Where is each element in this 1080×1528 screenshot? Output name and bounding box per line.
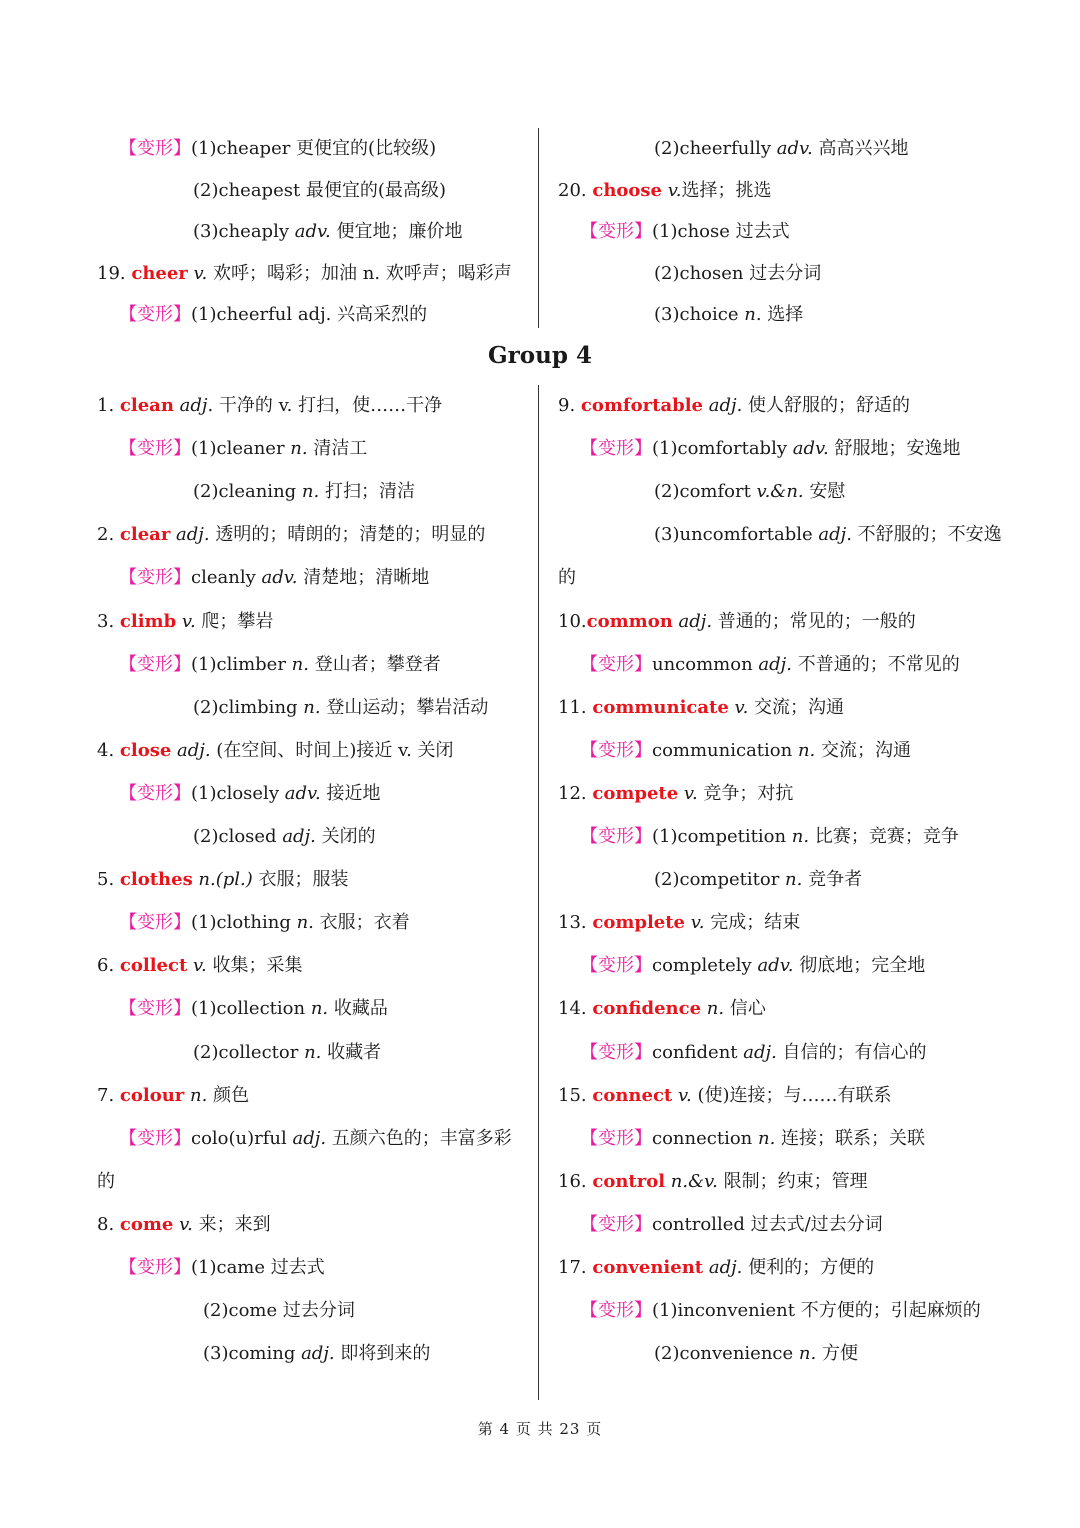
variant-tag: 【变形】: [119, 304, 191, 325]
definition-text: 欢呼；喝彩；加油 n. 欢呼声；喝彩声: [207, 262, 512, 284]
part-of-speech: adj.: [818, 524, 852, 546]
part-of-speech: v.: [187, 262, 208, 284]
entry-headword-line: [97, 954, 303, 978]
entry-form-line: [654, 303, 803, 327]
form-word: (3)cheaply: [193, 221, 295, 242]
definition-text: 普通的；常见的；一般的: [712, 610, 916, 632]
part-of-speech: adj.: [703, 1257, 743, 1278]
definition-text: 干净的 v. 打扫，使……干净: [213, 395, 443, 416]
entry-headword-line: [558, 1256, 874, 1280]
part-of-speech: n.(pl.): [192, 869, 253, 891]
definition-text: controlled 过去式/过去分词: [652, 1213, 883, 1235]
page-footer: 第 4 页 共 23 页: [477, 1420, 603, 1438]
entry-form-line: [193, 220, 462, 244]
form-word: (2)cleaning: [193, 481, 302, 503]
entry-number: 12.: [558, 782, 593, 804]
part-of-speech: adj.: [301, 1343, 335, 1365]
entry-form-line: [558, 566, 576, 590]
form-word: (1)comfortably: [652, 438, 793, 460]
entry-form-line: [654, 1342, 858, 1366]
variant-tag: 【变形】: [580, 1041, 652, 1063]
entry-number: 13.: [558, 912, 593, 934]
form-word: (3)choice: [654, 304, 745, 325]
entry-form-line: [119, 137, 436, 161]
form-word: (1)collection: [191, 998, 311, 1020]
column-divider-main: [538, 385, 539, 1400]
entry-headword-line: [97, 610, 273, 634]
entry-headword-line: [558, 1084, 892, 1108]
form-word: (2)collector: [193, 1041, 305, 1063]
definition-text: 透明的；晴朗的；清楚的；明显的: [209, 524, 486, 546]
part-of-speech: adv.: [776, 138, 813, 159]
entry-form-line: [119, 437, 367, 461]
entry-form-line: [97, 1170, 115, 1194]
entry-number: 6.: [97, 955, 120, 977]
headword: compete: [592, 782, 679, 804]
definition-text: 比赛；竞赛；竞争: [809, 826, 959, 847]
definition-text: 登山者；攀登者: [309, 653, 441, 675]
part-of-speech: v.: [176, 610, 196, 632]
definition-text: 安慰: [803, 481, 846, 503]
definition-text: 登山运动；攀岩活动: [320, 696, 489, 718]
headword: clothes: [119, 869, 193, 891]
form-word: connection: [652, 1127, 758, 1149]
definition-text: 不舒服的；不安逸: [851, 524, 1002, 546]
definition-text: (1)chose 过去式: [652, 221, 790, 242]
entry-number: 11.: [558, 696, 593, 718]
definition-text: 衣服；服装: [252, 869, 349, 891]
variant-tag: 【变形】: [119, 782, 191, 804]
entry-form-line: [119, 566, 429, 590]
part-of-speech: v.&n.: [756, 481, 804, 503]
headword: control: [592, 1170, 666, 1192]
form-word: (1)clothing: [191, 912, 297, 934]
definition-text: (1)cheerful adj. 兴高采烈的: [191, 304, 428, 325]
definition-text: 使人舒服的；舒适的: [742, 395, 911, 416]
group-title: Group 4: [488, 342, 592, 369]
form-word: (1)climber: [191, 653, 292, 675]
headword: come: [119, 1213, 174, 1235]
definition-text: (1)cheaper 更便宜的(比较级): [191, 138, 437, 159]
part-of-speech: adj.: [170, 524, 210, 546]
variant-tag: 【变形】: [119, 912, 191, 934]
definition-text: 完成；结束: [704, 912, 801, 934]
part-of-speech: n.: [296, 912, 314, 934]
headword: confidence: [592, 998, 702, 1020]
entry-form-line: [654, 868, 862, 892]
headword: communicate: [592, 696, 729, 718]
part-of-speech: n.: [184, 1084, 208, 1106]
part-of-speech: adj.: [672, 610, 713, 632]
entry-headword-line: [97, 739, 454, 763]
entry-number: 3.: [97, 610, 120, 632]
part-of-speech: n.: [701, 998, 725, 1020]
form-word: (1)cleaner: [191, 438, 291, 460]
headword: complete: [592, 912, 686, 934]
entry-form-line: [203, 1299, 355, 1323]
part-of-speech: adj.: [171, 739, 211, 761]
part-of-speech: n.: [304, 1041, 322, 1063]
part-of-speech: n.: [310, 998, 329, 1020]
definition-text: 竞争者: [802, 869, 863, 891]
entry-form-line: [119, 303, 427, 327]
variant-tag: 【变形】: [119, 567, 191, 589]
entry-form-line: [580, 1041, 927, 1065]
definition-text: 颜色: [207, 1084, 250, 1106]
entry-headword-line: [558, 179, 772, 203]
form-word: (1)closely: [191, 782, 285, 804]
variant-tag: 【变形】: [580, 826, 652, 847]
definition-text: 收藏品: [328, 998, 388, 1020]
part-of-speech: n.: [798, 1343, 817, 1365]
part-of-speech: n.: [303, 696, 321, 718]
part-of-speech: v.: [662, 179, 682, 201]
entry-headword-line: [558, 394, 910, 418]
entry-form-line: [580, 1299, 981, 1323]
part-of-speech: n.: [744, 304, 762, 325]
entry-headword-line: [97, 1213, 271, 1237]
headword: climb: [119, 610, 177, 632]
entry-form-line: [580, 437, 960, 461]
form-word: (2)competitor: [654, 869, 786, 891]
part-of-speech: adv.: [261, 567, 298, 589]
form-word: (2)climbing: [193, 696, 304, 718]
entry-headword-line: [97, 1084, 249, 1108]
entry-number: 7.: [97, 1084, 120, 1106]
headword: close: [119, 739, 172, 761]
definition-text: 竞争；对抗: [697, 782, 794, 804]
entry-form-line: [580, 220, 790, 244]
entry-number: 17.: [558, 1257, 593, 1278]
definition-text: (2)come 过去分词: [203, 1300, 355, 1322]
entry-number: 15.: [558, 1084, 593, 1106]
variant-tag: 【变形】: [580, 438, 652, 460]
variant-tag: 【变形】: [580, 653, 652, 675]
headword: cheer: [131, 262, 188, 284]
form-word: uncommon: [652, 653, 759, 675]
part-of-speech: v.: [672, 1084, 692, 1106]
entry-number: 14.: [558, 998, 593, 1020]
part-of-speech: n.: [785, 869, 803, 891]
entry-form-line: [193, 696, 488, 720]
definition-text: 收集；采集: [206, 955, 303, 977]
entry-form-line: [654, 262, 821, 286]
entry-number: 19.: [97, 262, 132, 284]
entry-form-line: [119, 653, 441, 677]
definition-text: 清楚地；清晰地: [297, 567, 430, 589]
entry-form-line: [119, 997, 388, 1021]
variant-tag: 【变形】: [119, 138, 191, 159]
entry-form-line: [193, 1041, 381, 1065]
form-word: confident: [652, 1041, 744, 1063]
variant-tag: 【变形】: [119, 1257, 191, 1278]
entry-form-line: [654, 523, 1002, 547]
entry-form-line: [580, 825, 959, 849]
variant-tag: 【变形】: [580, 1127, 652, 1149]
definition-text: 高高兴兴地: [812, 138, 909, 159]
definition-text: 来；来到: [192, 1213, 271, 1235]
entry-number: 16.: [558, 1170, 593, 1192]
entry-form-line: [580, 739, 911, 763]
headword: connect: [592, 1084, 673, 1106]
definition-text: 交流；沟通: [815, 739, 912, 761]
definition-text: 关闭的: [315, 826, 376, 847]
definition-text: 的: [97, 1170, 115, 1192]
form-word: (1)competition: [652, 826, 792, 847]
headword: colour: [119, 1084, 185, 1106]
entry-number: 5.: [97, 869, 120, 891]
variant-tag: 【变形】: [119, 653, 191, 675]
definition-text: 接近地: [320, 782, 381, 804]
form-word: colo(u)rful: [191, 1127, 293, 1149]
part-of-speech: adj.: [758, 653, 792, 675]
definition-text: 方便: [816, 1343, 858, 1365]
entry-form-line: [119, 1127, 512, 1151]
definition-text: 五颜六色的；丰富多彩: [326, 1127, 512, 1149]
entry-headword-line: [97, 868, 349, 892]
variant-tag: 【变形】: [119, 998, 191, 1020]
part-of-speech: n.: [797, 739, 816, 761]
part-of-speech: adj.: [282, 826, 316, 847]
headword: convenient: [592, 1257, 704, 1278]
part-of-speech: v.: [173, 1213, 193, 1235]
part-of-speech: adj.: [743, 1041, 777, 1063]
column-divider-top: [538, 128, 539, 328]
definition-text: (2)chosen 过去分词: [654, 262, 822, 284]
form-word: communication: [652, 739, 798, 761]
entry-headword-line: [558, 1170, 868, 1194]
part-of-speech: adv.: [294, 221, 331, 242]
definition-text: 便利的；方便的: [742, 1257, 875, 1278]
entry-form-line: [580, 653, 960, 677]
entry-form-line: [580, 1213, 883, 1237]
definition-text: (2)cheapest 最便宜的(最高级): [193, 179, 446, 201]
form-word: (3)coming: [203, 1343, 302, 1365]
entry-headword-line: [97, 394, 442, 418]
variant-tag: 【变形】: [580, 955, 652, 977]
definition-text: 爬；攀岩: [195, 610, 274, 632]
definition-text: 的: [558, 567, 576, 589]
variant-tag: 【变形】: [119, 1127, 191, 1149]
entry-form-line: [119, 911, 410, 935]
part-of-speech: adv.: [792, 438, 829, 460]
form-word: (2)closed: [193, 826, 283, 847]
part-of-speech: adj.: [703, 395, 743, 416]
entry-number: 20.: [558, 179, 593, 201]
definition-text: 选择；挑选: [681, 179, 772, 201]
headword: clean: [119, 395, 174, 416]
entry-headword-line: [558, 782, 793, 806]
variant-tag: 【变形】: [580, 1300, 652, 1322]
part-of-speech: n.&v.: [665, 1170, 718, 1192]
definition-text: 选择: [761, 304, 804, 325]
entry-form-line: [119, 1256, 325, 1280]
variant-tag: 【变形】: [119, 438, 191, 460]
form-word: completely: [652, 955, 758, 977]
definition-text: 交流；沟通: [748, 696, 845, 718]
definition-text: 限制；约束；管理: [717, 1170, 868, 1192]
entry-form-line: [119, 782, 380, 806]
entry-headword-line: [558, 696, 844, 720]
definition-text: (1)inconvenient 不方便的；引起麻烦的: [652, 1300, 981, 1322]
entry-headword-line: [558, 610, 916, 634]
entry-number: 10.: [558, 610, 587, 632]
entry-form-line: [203, 1342, 430, 1366]
variant-tag: 【变形】: [580, 739, 652, 761]
form-word: cleanly: [191, 567, 262, 589]
definition-text: (在空间、时间上)接近 v. 关闭: [210, 739, 454, 761]
entry-form-line: [193, 179, 446, 203]
part-of-speech: v.: [187, 955, 207, 977]
form-word: (3)uncomfortable: [654, 524, 819, 546]
form-word: (2)cheerfully: [654, 138, 777, 159]
form-word: (2)comfort: [654, 481, 757, 503]
part-of-speech: v.: [678, 782, 698, 804]
entry-form-line: [654, 137, 909, 161]
entry-headword-line: [558, 997, 766, 1021]
headword: clear: [119, 524, 171, 546]
entry-number: 8.: [97, 1213, 120, 1235]
variant-tag: 【变形】: [580, 1213, 652, 1235]
entry-form-line: [654, 480, 845, 504]
headword: comfortable: [580, 395, 704, 416]
definition-text: 衣服；衣着: [313, 912, 410, 934]
headword: choose: [592, 179, 663, 201]
part-of-speech: n.: [291, 653, 309, 675]
entry-number: 4.: [97, 739, 120, 761]
definition-text: 即将到来的: [334, 1343, 431, 1365]
definition-text: (使)连接；与……有联系: [691, 1084, 892, 1106]
entry-form-line: [193, 480, 415, 504]
entry-form-line: [193, 825, 376, 849]
part-of-speech: n.: [290, 438, 308, 460]
headword: common: [586, 610, 673, 632]
definition-text: 彻底地；完全地: [793, 955, 926, 977]
entry-number: 2.: [97, 524, 120, 546]
entry-headword-line: [97, 262, 512, 286]
form-word: (2)convenience: [654, 1343, 799, 1365]
definition-text: 打扫；清洁: [319, 481, 415, 503]
part-of-speech: adv.: [757, 955, 794, 977]
definition-text: 清洁工: [307, 438, 368, 460]
part-of-speech: v.: [685, 912, 705, 934]
part-of-speech: v.: [728, 696, 749, 718]
part-of-speech: adv.: [284, 782, 321, 804]
part-of-speech: n.: [791, 826, 810, 847]
definition-text: 收藏者: [321, 1041, 382, 1063]
headword: collect: [119, 955, 188, 977]
part-of-speech: adj.: [173, 395, 214, 416]
definition-text: 不普通的；不常见的: [791, 653, 960, 675]
definition-text: 连接；联系；关联: [775, 1127, 926, 1149]
definition-text: (1)came 过去式: [191, 1257, 325, 1278]
entry-headword-line: [558, 911, 800, 935]
part-of-speech: n.: [301, 481, 320, 503]
entry-form-line: [580, 954, 925, 978]
definition-text: 便宜地；廉价地: [330, 221, 463, 242]
part-of-speech: n.: [757, 1127, 776, 1149]
entry-number: 1.: [97, 395, 120, 416]
definition-text: 信心: [724, 998, 766, 1020]
definition-text: 自信的；有信心的: [776, 1041, 927, 1063]
entry-headword-line: [97, 523, 485, 547]
variant-tag: 【变形】: [580, 221, 652, 242]
entry-form-line: [580, 1127, 925, 1151]
entry-number: 9.: [558, 395, 581, 416]
definition-text: 舒服地；安逸地: [828, 438, 961, 460]
part-of-speech: adj.: [292, 1127, 327, 1149]
